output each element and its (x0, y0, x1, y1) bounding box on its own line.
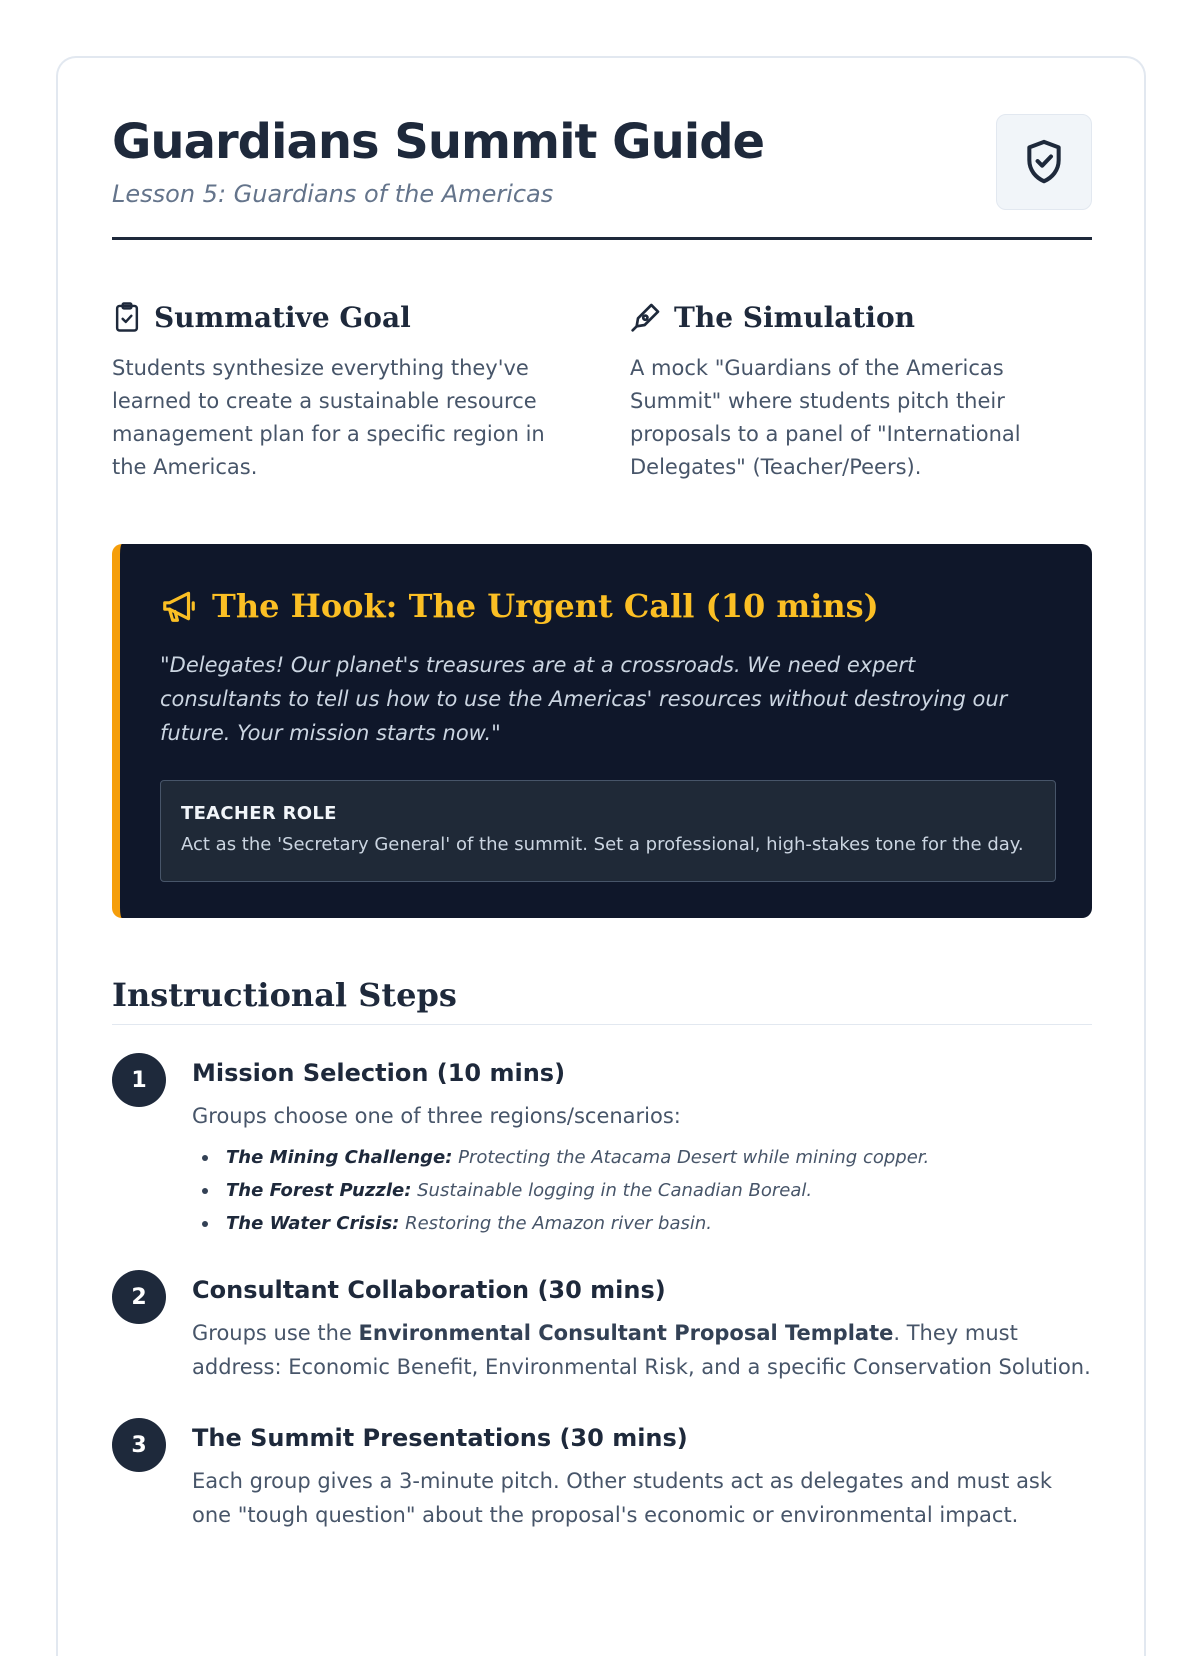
scenario-label: The Water Crisis: (226, 1213, 400, 1234)
overview-columns (112, 300, 1092, 500)
teacher-role-text: Act as the 'Secretary General' of the summit. Set a professional, high-stakes tone for the day. (181, 834, 1024, 855)
simulation-text: A mock "Guardians of the Americas Summit" where students pitch their proposals to a panel of "International Delegates" (Teacher/Peers). (630, 356, 1021, 479)
page-subtitle: Lesson 5: Guardians of the Americas (112, 180, 554, 208)
step-text-before: Groups use the (192, 1321, 359, 1345)
list-item (192, 1141, 1092, 1174)
teacher-role-label: TEACHER ROLE (181, 803, 337, 824)
simulation-section (630, 300, 1095, 484)
shield-badge (996, 114, 1092, 210)
summative-goal-section (112, 300, 577, 484)
pen-nib-icon (630, 301, 662, 333)
list-item (192, 1207, 1092, 1240)
step-text: Each group gives a 3-minute pitch. Other students act as delegates and must ask one "tough question" about the proposal's economic or environmental impact. (192, 1469, 1053, 1527)
scenario-text: Sustainable logging in the Canadian Boreal. (411, 1180, 813, 1201)
summative-goal-text: Students synthesize everything they've learned to create a sustainable resource management plan for a specific region in the Americas. (112, 356, 545, 479)
guide-content (112, 112, 1092, 1532)
steps-heading: Instructional Steps (112, 976, 1092, 1025)
summative-goal-title: Summative Goal (154, 300, 411, 334)
step-3 (112, 1418, 1092, 1532)
shield-check-icon (1022, 138, 1066, 186)
teacher-role-box (160, 780, 1056, 882)
scenario-list (192, 1141, 1092, 1240)
page-header (112, 112, 1092, 240)
hook-title: The Hook: The Urgent Call (10 mins) (212, 587, 879, 625)
hook-panel (112, 544, 1092, 918)
step-number: 1 (112, 1053, 166, 1107)
list-item (192, 1174, 1092, 1207)
step-title: Consultant Collaboration (30 mins) (192, 1276, 666, 1304)
scenario-text: Protecting the Atacama Desert while mining copper. (452, 1147, 930, 1168)
megaphone-icon (160, 587, 198, 625)
scenario-label: The Forest Puzzle: (226, 1180, 412, 1201)
scenario-label: The Mining Challenge: (226, 1147, 453, 1168)
step-text: Groups choose one of three regions/scenarios: (192, 1104, 681, 1128)
guide-card (56, 56, 1146, 1656)
step-text-after: . They must address: Economic Benefit, Environmental Risk, and a specific Conservation Solution. (192, 1321, 1091, 1379)
page-title: Guardians Summit Guide (112, 114, 765, 170)
step-text (192, 1316, 1092, 1384)
clipboard-check-icon (112, 301, 142, 333)
step-number: 2 (112, 1270, 166, 1324)
step-2 (112, 1270, 1092, 1384)
step-title: The Summit Presentations (30 mins) (192, 1424, 688, 1452)
step-1 (112, 1053, 1092, 1240)
hook-quote: "Delegates! Our planet's treasures are at a crossroads. We need expert consultants to tell us how to use the Americas' resources without destroying our future. Your mission starts now." (160, 653, 1008, 745)
simulation-title: The Simulation (674, 300, 915, 334)
step-number: 3 (112, 1418, 166, 1472)
template-name: Environmental Consultant Proposal Template (358, 1321, 894, 1345)
scenario-text: Restoring the Amazon river basin. (399, 1213, 713, 1234)
step-title: Mission Selection (10 mins) (192, 1059, 566, 1087)
